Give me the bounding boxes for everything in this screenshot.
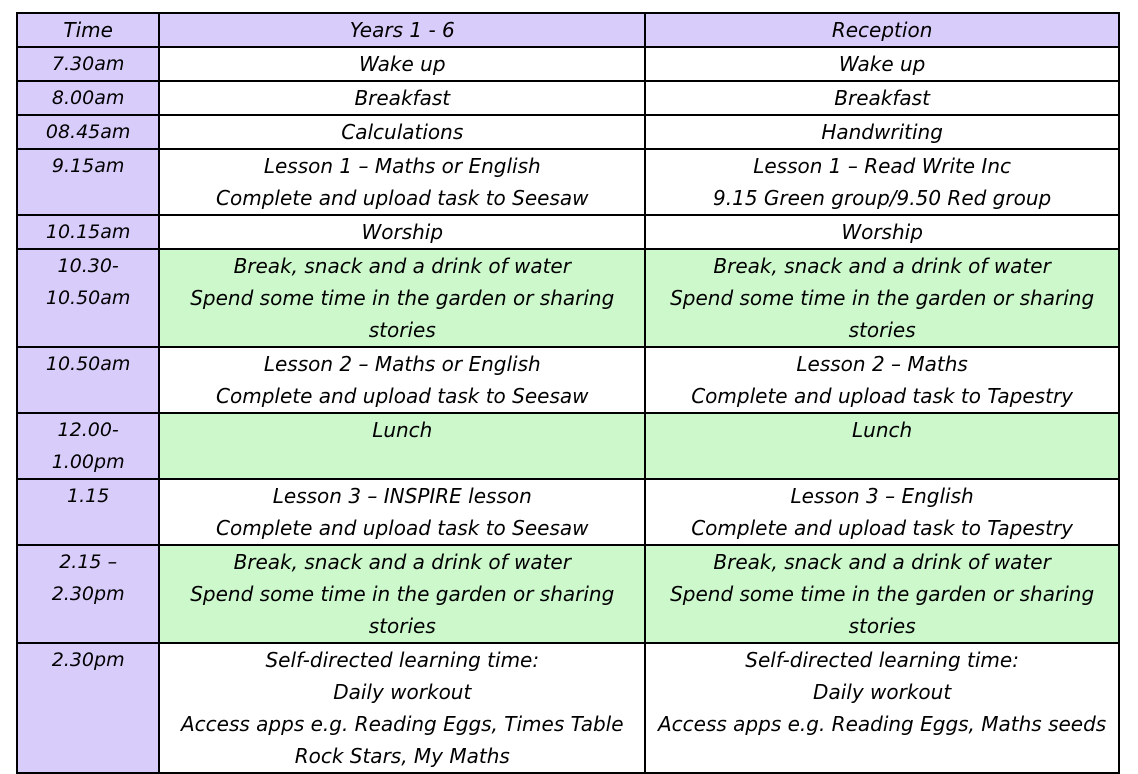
time-cell: 8.00am — [17, 81, 159, 115]
table-row — [17, 643, 1119, 773]
reception-activity: Self-directed learning time: Daily workout Access apps e.g. Reading Eggs, Maths seeds — [645, 643, 1119, 773]
time-cell: 08.45am — [17, 115, 159, 149]
table-row — [17, 215, 1119, 249]
time-cell: 2.30pm — [17, 643, 159, 773]
years-activity: Lesson 2 – Maths or English Complete and upload task to Seesaw — [159, 347, 645, 413]
reception-activity: Lesson 3 – English Complete and upload task to Tapestry — [645, 479, 1119, 545]
table-row — [17, 149, 1119, 215]
table-row-lunch — [17, 413, 1119, 479]
time-cell: 7.30am — [17, 47, 159, 81]
reception-activity: Break, snack and a drink of water Spend some time in the garden or sharing stories — [645, 249, 1119, 347]
table-row — [17, 347, 1119, 413]
table-row — [17, 479, 1119, 545]
header-row — [17, 13, 1119, 47]
reception-activity: Worship — [645, 215, 1119, 249]
reception-activity: Breakfast — [645, 81, 1119, 115]
header-reception: Reception — [645, 13, 1119, 47]
table-row — [17, 81, 1119, 115]
years-activity: Lesson 3 – INSPIRE lesson Complete and upload task to Seesaw — [159, 479, 645, 545]
table-row-break — [17, 545, 1119, 643]
years-activity: Breakfast — [159, 81, 645, 115]
header-years: Years 1 - 6 — [159, 13, 645, 47]
time-cell: 10.15am — [17, 215, 159, 249]
years-activity: Calculations — [159, 115, 645, 149]
time-cell: 1.15 — [17, 479, 159, 545]
reception-activity: Lunch — [645, 413, 1119, 479]
time-cell: 2.15 – 2.30pm — [17, 545, 159, 643]
years-activity: Lunch — [159, 413, 645, 479]
header-time: Time — [17, 13, 159, 47]
reception-activity: Handwriting — [645, 115, 1119, 149]
years-activity: Worship — [159, 215, 645, 249]
reception-activity: Break, snack and a drink of water Spend some time in the garden or sharing stories — [645, 545, 1119, 643]
time-cell: 12.00-1.00pm — [17, 413, 159, 479]
years-activity: Self-directed learning time: Daily workout Access apps e.g. Reading Eggs, Times Table Rock Stars, My Maths — [159, 643, 645, 773]
time-cell: 10.30- 10.50am — [17, 249, 159, 347]
table-row-break — [17, 249, 1119, 347]
time-cell: 10.50am — [17, 347, 159, 413]
table-row — [17, 115, 1119, 149]
time-cell: 9.15am — [17, 149, 159, 215]
reception-activity: Lesson 2 – Maths Complete and upload task to Tapestry — [645, 347, 1119, 413]
timetable — [16, 12, 1120, 774]
years-activity: Wake up — [159, 47, 645, 81]
reception-activity: Lesson 1 – Read Write Inc 9.15 Green group/9.50 Red group — [645, 149, 1119, 215]
years-activity: Lesson 1 – Maths or English Complete and upload task to Seesaw — [159, 149, 645, 215]
years-activity: Break, snack and a drink of water Spend some time in the garden or sharing stories — [159, 545, 645, 643]
table-row — [17, 47, 1119, 81]
years-activity: Break, snack and a drink of water Spend some time in the garden or sharing stories — [159, 249, 645, 347]
reception-activity: Wake up — [645, 47, 1119, 81]
